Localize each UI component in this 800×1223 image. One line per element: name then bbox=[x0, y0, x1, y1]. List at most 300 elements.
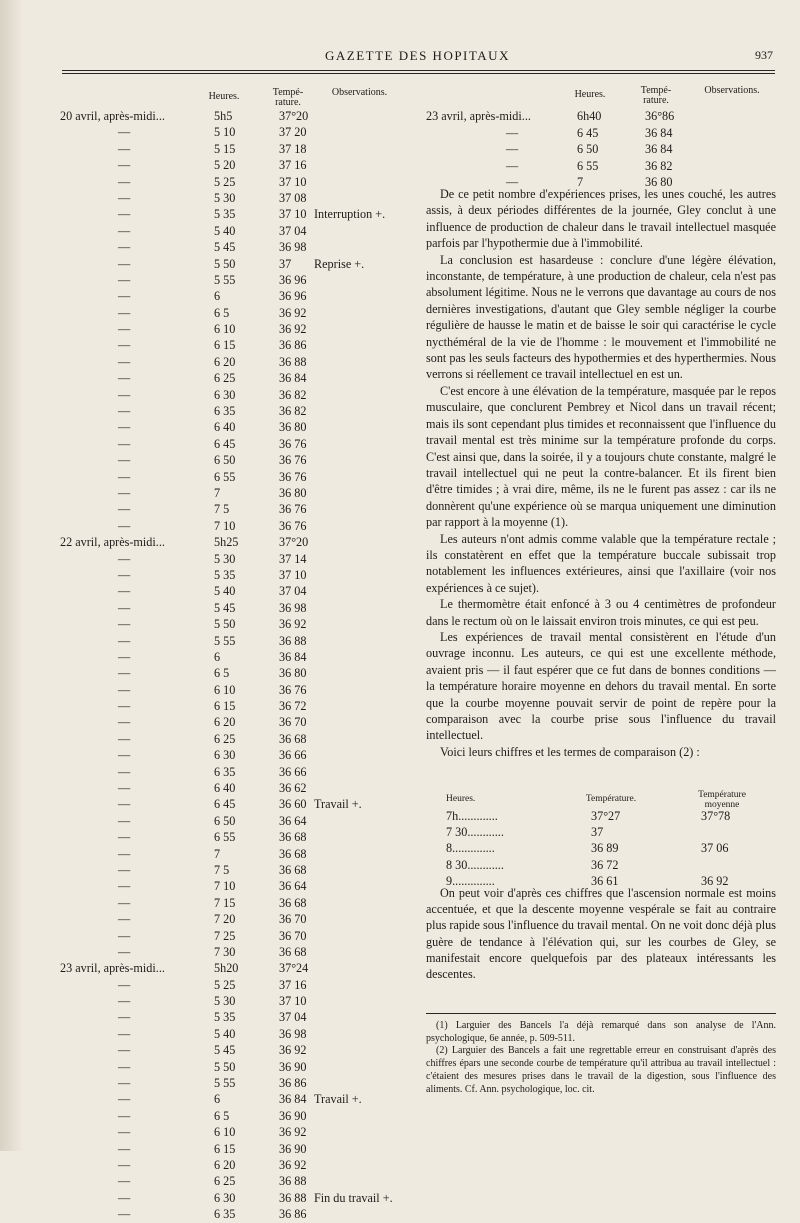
row-temperature: 36 84 bbox=[645, 142, 673, 156]
row-temperature: 36 62 bbox=[279, 781, 307, 796]
row-label: — bbox=[118, 420, 131, 435]
row-time: 6 10 bbox=[214, 682, 236, 697]
row-time: 6 35 bbox=[214, 404, 236, 419]
row-label: 23 avril, après-midi... bbox=[60, 961, 165, 976]
row-temperature: 37 04 bbox=[279, 223, 307, 238]
row-temperature: 36 86 bbox=[279, 338, 307, 353]
row-temperature: 36 68 bbox=[279, 846, 307, 861]
row-label: — bbox=[506, 142, 519, 156]
row-label: — bbox=[118, 158, 131, 173]
row-temperature: 37 10 bbox=[279, 174, 307, 189]
paragraph: La conclusion est hasardeuse : conclure d'une légère élévation, inconstante, de température, à une production de chaleur, cela n'est pas absolument légitime. Nous ne le verrons que davantage au cours de nos dernières investigations, d'autant que Gley semble négliger la courbe régulière de hausse le matin et de baisse le soir qui caractérise le cycle nycthéméral de la vie de l'homme : le mouvement et l'immobilité ne sont pas les seuls facteurs des hypothermies et des hyperthermies. Nous verrons si réellement ce travail intellectuel en est un. bbox=[426, 252, 776, 382]
row-time: 5 35 bbox=[214, 567, 236, 582]
table-row bbox=[60, 714, 405, 730]
row-hour: 8.............. bbox=[446, 841, 495, 856]
table-row bbox=[60, 403, 405, 419]
row-temperature: 36 82 bbox=[279, 387, 307, 402]
row-time: 5 30 bbox=[214, 994, 236, 1009]
table-row bbox=[60, 174, 405, 190]
row-temperature: 36 98 bbox=[279, 1026, 307, 1041]
row-time: 6 30 bbox=[214, 387, 236, 402]
table-row bbox=[60, 436, 405, 452]
paragraph: On peut voir d'après ces chiffres que l'ascension normale est moins accentuée, et que la descente moyenne vespérale se fait au contraire plus rapide sous l'influence du travail mental. On ne voit donc déjà plus guère de tendance à l'élévation qui, sur les courbes de Gley, se manifestait encore quelquefois par des plateaux intéressants les descentes. bbox=[426, 886, 776, 982]
table-row bbox=[60, 1091, 405, 1107]
row-time: 7 15 bbox=[214, 895, 236, 910]
row-time: 6 5 bbox=[214, 666, 230, 681]
row-label: — bbox=[118, 289, 131, 304]
table-row bbox=[60, 682, 405, 698]
row-temperature: 36 64 bbox=[279, 879, 307, 894]
footnote: (2) Larguier des Bancels a fait une regrettable erreur en construisant d'après des chiffres épars une seconde courbe de température qu'il attribua au travail intellectuel : c'étaient des mesures prises dans le travail de la digestion, sous l'influence des aliments. Cf. Ann. psychologique, loc. cit. bbox=[426, 1045, 776, 1095]
row-time: 6 50 bbox=[214, 813, 236, 828]
table-row bbox=[60, 124, 405, 140]
row-observation: Travail +. bbox=[314, 1092, 362, 1107]
row-temperature: 37°20 bbox=[279, 109, 309, 123]
table-row bbox=[60, 321, 405, 337]
row-time: 6 20 bbox=[214, 354, 236, 369]
row-time: 7 10 bbox=[214, 518, 236, 533]
row-time: 5 40 bbox=[214, 223, 236, 238]
row-temperature: 36 76 bbox=[279, 453, 307, 468]
table-row bbox=[60, 764, 405, 780]
table-row bbox=[60, 1059, 405, 1075]
row-time: 6 bbox=[214, 289, 221, 304]
row-time: 6 15 bbox=[214, 699, 236, 714]
row-time: 6 15 bbox=[214, 1141, 236, 1156]
table-row bbox=[60, 911, 405, 927]
row-time: 6 50 bbox=[214, 453, 236, 468]
row-label: — bbox=[118, 994, 131, 1009]
table-row bbox=[446, 857, 776, 873]
row-temperature: 36 68 bbox=[279, 830, 307, 845]
row-label: — bbox=[118, 633, 131, 648]
row-temperature: 37°24 bbox=[279, 961, 309, 976]
right-table-rows bbox=[426, 108, 776, 191]
table-row bbox=[60, 993, 405, 1009]
row-temperature: 36 84 bbox=[645, 125, 673, 140]
table-row bbox=[60, 223, 405, 239]
row-temperature: 36 92 bbox=[279, 322, 307, 337]
row-time: 7 bbox=[214, 846, 221, 861]
row-time: 6 10 bbox=[214, 322, 236, 337]
col-header-temp: Tempé-rature. bbox=[272, 87, 304, 108]
row-temperature: 37 14 bbox=[279, 551, 307, 566]
row-observation: Reprise +. bbox=[314, 256, 365, 271]
table-row bbox=[60, 1206, 405, 1222]
row-mean-temperature: 37 06 bbox=[701, 841, 729, 856]
row-temperature: 37 10 bbox=[279, 994, 307, 1009]
row-temperature: 36 90 bbox=[279, 1108, 307, 1123]
table-row bbox=[60, 1190, 405, 1206]
row-temperature: 37 10 bbox=[279, 567, 307, 582]
row-label: 23 avril, après-midi... bbox=[426, 109, 531, 123]
row-temperature: 37°20 bbox=[279, 535, 309, 550]
row-label: — bbox=[118, 1010, 131, 1025]
row-time: 6 40 bbox=[214, 420, 236, 435]
table-row bbox=[60, 419, 405, 435]
table-row bbox=[60, 1009, 405, 1025]
row-temperature: 36 76 bbox=[279, 682, 307, 697]
row-label: 20 avril, après-midi... bbox=[60, 109, 165, 123]
row-time: 5 50 bbox=[214, 256, 236, 271]
row-temperature: 36 92 bbox=[279, 617, 307, 632]
row-temperature: 36 68 bbox=[279, 895, 307, 910]
row-temperature: 36 89 bbox=[591, 841, 619, 856]
row-label: — bbox=[118, 1092, 131, 1107]
row-time: 5 55 bbox=[214, 1076, 236, 1091]
row-time: 7 bbox=[577, 175, 584, 189]
table-row bbox=[60, 370, 405, 386]
row-hour: 8 30............ bbox=[446, 857, 504, 872]
row-temperature: 36 88 bbox=[279, 633, 307, 648]
row-label: — bbox=[118, 666, 131, 681]
row-temperature: 36 76 bbox=[279, 518, 307, 533]
row-observation: Fin du travail +. bbox=[314, 1190, 393, 1205]
row-temperature: 37 bbox=[279, 256, 292, 271]
row-label: — bbox=[118, 912, 131, 927]
row-label: — bbox=[118, 387, 131, 402]
row-label: — bbox=[118, 1141, 131, 1156]
row-label: — bbox=[118, 240, 131, 255]
table-row bbox=[60, 108, 405, 124]
row-time: 5 55 bbox=[214, 272, 236, 287]
table-row bbox=[446, 808, 776, 824]
row-label: — bbox=[118, 322, 131, 337]
row-temperature: 36 80 bbox=[645, 175, 673, 189]
table-row bbox=[60, 190, 405, 206]
table-row bbox=[60, 583, 405, 599]
left-table-rows bbox=[60, 108, 405, 1223]
row-time: 7 25 bbox=[214, 928, 236, 943]
row-label: — bbox=[118, 256, 131, 271]
row-label: — bbox=[118, 813, 131, 828]
row-temperature: 36 68 bbox=[279, 944, 307, 959]
row-temperature: 36 90 bbox=[279, 1059, 307, 1074]
row-temperature: 37 04 bbox=[279, 1010, 307, 1025]
comparison-header-mean: Température moyenne bbox=[698, 790, 746, 810]
row-time: 5 20 bbox=[214, 158, 236, 173]
table-row bbox=[60, 141, 405, 157]
col-header-obs: Observations. bbox=[331, 87, 388, 98]
row-time: 6 5 bbox=[214, 305, 230, 320]
row-label: — bbox=[118, 748, 131, 763]
row-label: — bbox=[118, 1190, 131, 1205]
table-row bbox=[426, 108, 776, 125]
row-time: 6 25 bbox=[214, 371, 236, 386]
row-temperature: 37 bbox=[591, 825, 604, 840]
row-label: — bbox=[118, 436, 131, 451]
row-label: — bbox=[118, 1125, 131, 1140]
row-temperature: 36 70 bbox=[279, 715, 307, 730]
table-row bbox=[60, 1157, 405, 1173]
row-mean-temperature: 37°78 bbox=[701, 809, 731, 823]
table-row bbox=[60, 895, 405, 911]
row-label: — bbox=[118, 764, 131, 779]
row-label: — bbox=[118, 1108, 131, 1123]
table-row bbox=[60, 354, 405, 370]
row-label: — bbox=[118, 1059, 131, 1074]
paragraph: Voici leurs chiffres et les termes de comparaison (2) : bbox=[440, 744, 700, 759]
row-label: — bbox=[118, 879, 131, 894]
row-time: 6 bbox=[214, 1092, 221, 1107]
header-rule-top bbox=[62, 70, 775, 71]
table-row bbox=[60, 829, 405, 845]
table-row bbox=[60, 731, 405, 747]
table-row bbox=[60, 288, 405, 304]
row-temperature: 36 88 bbox=[279, 354, 307, 369]
row-temperature: 36 84 bbox=[279, 371, 307, 386]
row-temperature: 36 86 bbox=[279, 1076, 307, 1091]
row-time: 6 35 bbox=[214, 764, 236, 779]
row-temperature: 36 64 bbox=[279, 813, 307, 828]
header-rule-bottom bbox=[62, 73, 775, 74]
row-time: 6 bbox=[214, 649, 221, 664]
row-label: — bbox=[118, 404, 131, 419]
row-hour: 7h............. bbox=[446, 809, 498, 823]
row-temperature: 36 92 bbox=[279, 1043, 307, 1058]
row-label: — bbox=[118, 862, 131, 877]
row-label: 22 avril, après-midi... bbox=[60, 535, 165, 550]
row-temperature: 36 80 bbox=[279, 666, 307, 681]
table-row bbox=[60, 485, 405, 501]
row-label: — bbox=[118, 682, 131, 697]
row-time: 5 30 bbox=[214, 551, 236, 566]
row-temperature: 36 76 bbox=[279, 502, 307, 517]
row-temperature: 36 60 bbox=[279, 797, 307, 812]
row-time: 6 25 bbox=[214, 731, 236, 746]
row-label: — bbox=[506, 175, 519, 189]
table-row bbox=[60, 862, 405, 878]
row-temperature: 36 72 bbox=[279, 699, 307, 714]
paragraph: C'est encore à une élévation de la température, masquée par le repos musculaire, que conclurent Pembrey et Nicol dans un travail récent; mais ils sont cependant plus timides et reconnaissent que l'influence du travail mental est très minime sur la température profonde du corps. C'est ainsi que, dans la soirée, il y a toujours chute constante, malgré le travail intellectuel qui ne peut la contre-balancer. Et ils firent bien d'être timides ; à vrai dire, même, ils ne le furent pas assez : car ils ne donnèrent qu'une expérience où se marqua uniquement une diminution par rapport à la moyenne (1). bbox=[426, 383, 776, 530]
row-temperature: 36 80 bbox=[279, 485, 307, 500]
row-temperature: 36 68 bbox=[279, 731, 307, 746]
row-time: 5h20 bbox=[214, 961, 239, 976]
row-label: — bbox=[118, 453, 131, 468]
row-temperature: 36 88 bbox=[279, 1174, 307, 1189]
table-row bbox=[60, 649, 405, 665]
comparison-header-hours: Heures. bbox=[446, 794, 476, 804]
row-temperature: 36 68 bbox=[279, 862, 307, 877]
comparison-header-temp: Température. bbox=[585, 794, 637, 804]
row-time: 6 20 bbox=[214, 1158, 236, 1172]
row-label: — bbox=[118, 600, 131, 615]
row-time: 7 30 bbox=[214, 944, 236, 959]
col-header-time-right: Heures. bbox=[574, 89, 606, 100]
row-time: 6 10 bbox=[214, 1125, 236, 1140]
row-label: — bbox=[118, 584, 131, 599]
table-row bbox=[60, 239, 405, 255]
table-row bbox=[426, 141, 776, 158]
row-time: 6 50 bbox=[577, 142, 599, 156]
table-row bbox=[60, 1173, 405, 1189]
row-time: 7 5 bbox=[214, 862, 230, 877]
table-row bbox=[426, 158, 776, 175]
row-temperature: 36 76 bbox=[279, 469, 307, 484]
table-row bbox=[60, 1124, 405, 1140]
row-hour: 9.............. bbox=[446, 873, 495, 888]
row-label: — bbox=[118, 1174, 131, 1189]
row-label: — bbox=[118, 272, 131, 287]
row-temperature: 36 86 bbox=[279, 1207, 307, 1222]
row-time: 7 5 bbox=[214, 502, 230, 517]
row-time: 7 20 bbox=[214, 912, 236, 927]
row-temperature: 36°86 bbox=[645, 109, 675, 123]
row-time: 6h40 bbox=[577, 109, 602, 123]
row-temperature: 37 16 bbox=[279, 158, 307, 173]
table-row bbox=[60, 256, 405, 272]
row-label: — bbox=[118, 1207, 131, 1222]
row-label: — bbox=[118, 174, 131, 189]
row-label: — bbox=[118, 895, 131, 910]
row-label: — bbox=[118, 502, 131, 517]
row-time: 5 35 bbox=[214, 207, 236, 222]
row-label: — bbox=[118, 551, 131, 566]
row-time: 5 35 bbox=[214, 1010, 236, 1025]
paragraph: De ce petit nombre d'expériences prises, les unes couché, les autres assis, à deux périodes différentes de la journée, Gley conclut à une influence de production de chaleur dans le travail intellectuel masquée parfois par l'hypothermie due à l'immobilité. bbox=[426, 187, 776, 251]
row-time: 5 25 bbox=[214, 977, 236, 992]
table-row bbox=[60, 337, 405, 353]
row-label: — bbox=[118, 715, 131, 730]
row-temperature: 36 76 bbox=[279, 436, 307, 451]
table-row bbox=[446, 840, 776, 856]
table-row bbox=[60, 534, 405, 550]
row-label: — bbox=[118, 846, 131, 861]
table-row bbox=[60, 206, 405, 222]
row-temperature: 36 98 bbox=[279, 240, 307, 255]
row-temperature: 36 84 bbox=[279, 649, 307, 664]
row-time: 5 15 bbox=[214, 141, 236, 156]
row-label: — bbox=[118, 731, 131, 746]
footnote-rule bbox=[426, 1013, 776, 1014]
row-time: 5 50 bbox=[214, 617, 236, 632]
table-row bbox=[60, 1141, 405, 1157]
row-time: 6 55 bbox=[214, 469, 236, 484]
row-temperature: 36 82 bbox=[645, 158, 673, 173]
row-label: — bbox=[118, 223, 131, 238]
table-row bbox=[60, 813, 405, 829]
row-time: 5 40 bbox=[214, 584, 236, 599]
row-observation: Interruption +. bbox=[314, 207, 386, 222]
row-label: — bbox=[118, 928, 131, 943]
row-observation: Travail +. bbox=[314, 797, 362, 812]
row-label: — bbox=[118, 977, 131, 992]
row-label: — bbox=[118, 338, 131, 353]
table-row bbox=[60, 1075, 405, 1091]
row-label: — bbox=[118, 830, 131, 845]
row-time: 6 45 bbox=[577, 125, 599, 140]
row-temperature: 36 92 bbox=[279, 1158, 307, 1172]
row-temperature: 36 66 bbox=[279, 748, 307, 763]
row-temperature: 36 72 bbox=[591, 857, 619, 872]
table-row bbox=[60, 452, 405, 468]
row-label: — bbox=[118, 699, 131, 714]
table-row bbox=[60, 551, 405, 567]
table-row bbox=[60, 272, 405, 288]
row-time: 5 55 bbox=[214, 633, 236, 648]
footnote: (1) Larguier des Bancels l'a déjà remarqué dans son analyse de l'Ann. psychologique, 6e année, p. 509-511. bbox=[426, 1020, 776, 1044]
table-row bbox=[60, 846, 405, 862]
row-temperature: 37 04 bbox=[279, 584, 307, 599]
row-time: 6 55 bbox=[577, 158, 599, 173]
row-label: — bbox=[118, 1158, 131, 1172]
body-text bbox=[426, 186, 776, 760]
table-row bbox=[426, 125, 776, 142]
row-time: 5 50 bbox=[214, 1059, 236, 1074]
row-label: — bbox=[118, 207, 131, 222]
page-binding-shadow bbox=[0, 0, 24, 1151]
paragraph: Les auteurs n'ont admis comme valable que la température rectale ; ils constatèrent en effet que la température buccale subissait trop notablement les influences extérieures, ainsi que l'axillaire (voir nos expériences à ce sujet). bbox=[426, 531, 776, 595]
row-temperature: 36 70 bbox=[279, 928, 307, 943]
row-label: — bbox=[118, 1043, 131, 1058]
paragraph: Les expériences de travail mental consistèrent en l'étude d'un ouvrage inconnu. Les auteurs, ce qui est une excellente méthode, avaient pris — il faut espérer que ce fut dans de bonnes conditions — la température horaire moyenne en dehors du travail mental. En sorte que la courbe moyenne pouvait servir de point de repère pour la comparaison avec la courbe prise sous l'influence du travail intellectuel. bbox=[426, 629, 776, 743]
row-temperature: 36 88 bbox=[279, 1190, 307, 1205]
table-row bbox=[60, 698, 405, 714]
row-time: 6 55 bbox=[214, 830, 236, 845]
row-time: 6 15 bbox=[214, 338, 236, 353]
journal-title: GAZETTE DES HOPITAUX bbox=[325, 48, 510, 63]
table-row bbox=[60, 878, 405, 894]
row-temperature: 36 66 bbox=[279, 764, 307, 779]
table-row bbox=[60, 501, 405, 517]
table-row bbox=[60, 633, 405, 649]
table-row bbox=[446, 824, 776, 840]
row-temperature: 36 96 bbox=[279, 289, 307, 304]
row-label: — bbox=[118, 141, 131, 156]
row-time: 5 40 bbox=[214, 1026, 236, 1041]
table-row bbox=[60, 616, 405, 632]
running-header bbox=[60, 46, 775, 66]
row-temperature: 36 82 bbox=[279, 404, 307, 419]
row-label: — bbox=[118, 649, 131, 664]
table-row bbox=[60, 518, 405, 534]
row-time: 5 45 bbox=[214, 1043, 236, 1058]
table-row bbox=[60, 387, 405, 403]
row-time: 6 25 bbox=[214, 1174, 236, 1189]
row-temperature: 36 84 bbox=[279, 1092, 307, 1107]
table-row bbox=[60, 960, 405, 976]
table-row bbox=[60, 665, 405, 681]
row-time: 5 45 bbox=[214, 600, 236, 615]
table-row bbox=[60, 469, 405, 485]
row-temperature: 37 18 bbox=[279, 141, 307, 156]
col-header-obs-right: Observations. bbox=[704, 85, 760, 96]
page-number: 937 bbox=[755, 48, 773, 62]
row-mean-temperature: 36 92 bbox=[701, 873, 729, 888]
table-row bbox=[60, 1042, 405, 1058]
row-temperature: 37 10 bbox=[279, 207, 307, 222]
row-label: — bbox=[118, 305, 131, 320]
row-temperature: 37°27 bbox=[591, 809, 621, 823]
table-row bbox=[60, 747, 405, 763]
table-row bbox=[60, 944, 405, 960]
row-temperature: 36 90 bbox=[279, 1141, 307, 1156]
row-label: — bbox=[118, 354, 131, 369]
row-label: — bbox=[118, 469, 131, 484]
row-time: 6 40 bbox=[214, 781, 236, 796]
row-time: 5 45 bbox=[214, 240, 236, 255]
row-temperature: 37 08 bbox=[279, 190, 307, 205]
row-temperature: 36 92 bbox=[279, 305, 307, 320]
row-time: 6 35 bbox=[214, 1207, 236, 1222]
row-time: 6 30 bbox=[214, 1190, 236, 1205]
row-label: — bbox=[118, 797, 131, 812]
table-row bbox=[60, 157, 405, 173]
row-label: — bbox=[118, 567, 131, 582]
table-row bbox=[60, 600, 405, 616]
row-label: — bbox=[118, 190, 131, 205]
row-temperature: 37 20 bbox=[279, 125, 307, 140]
